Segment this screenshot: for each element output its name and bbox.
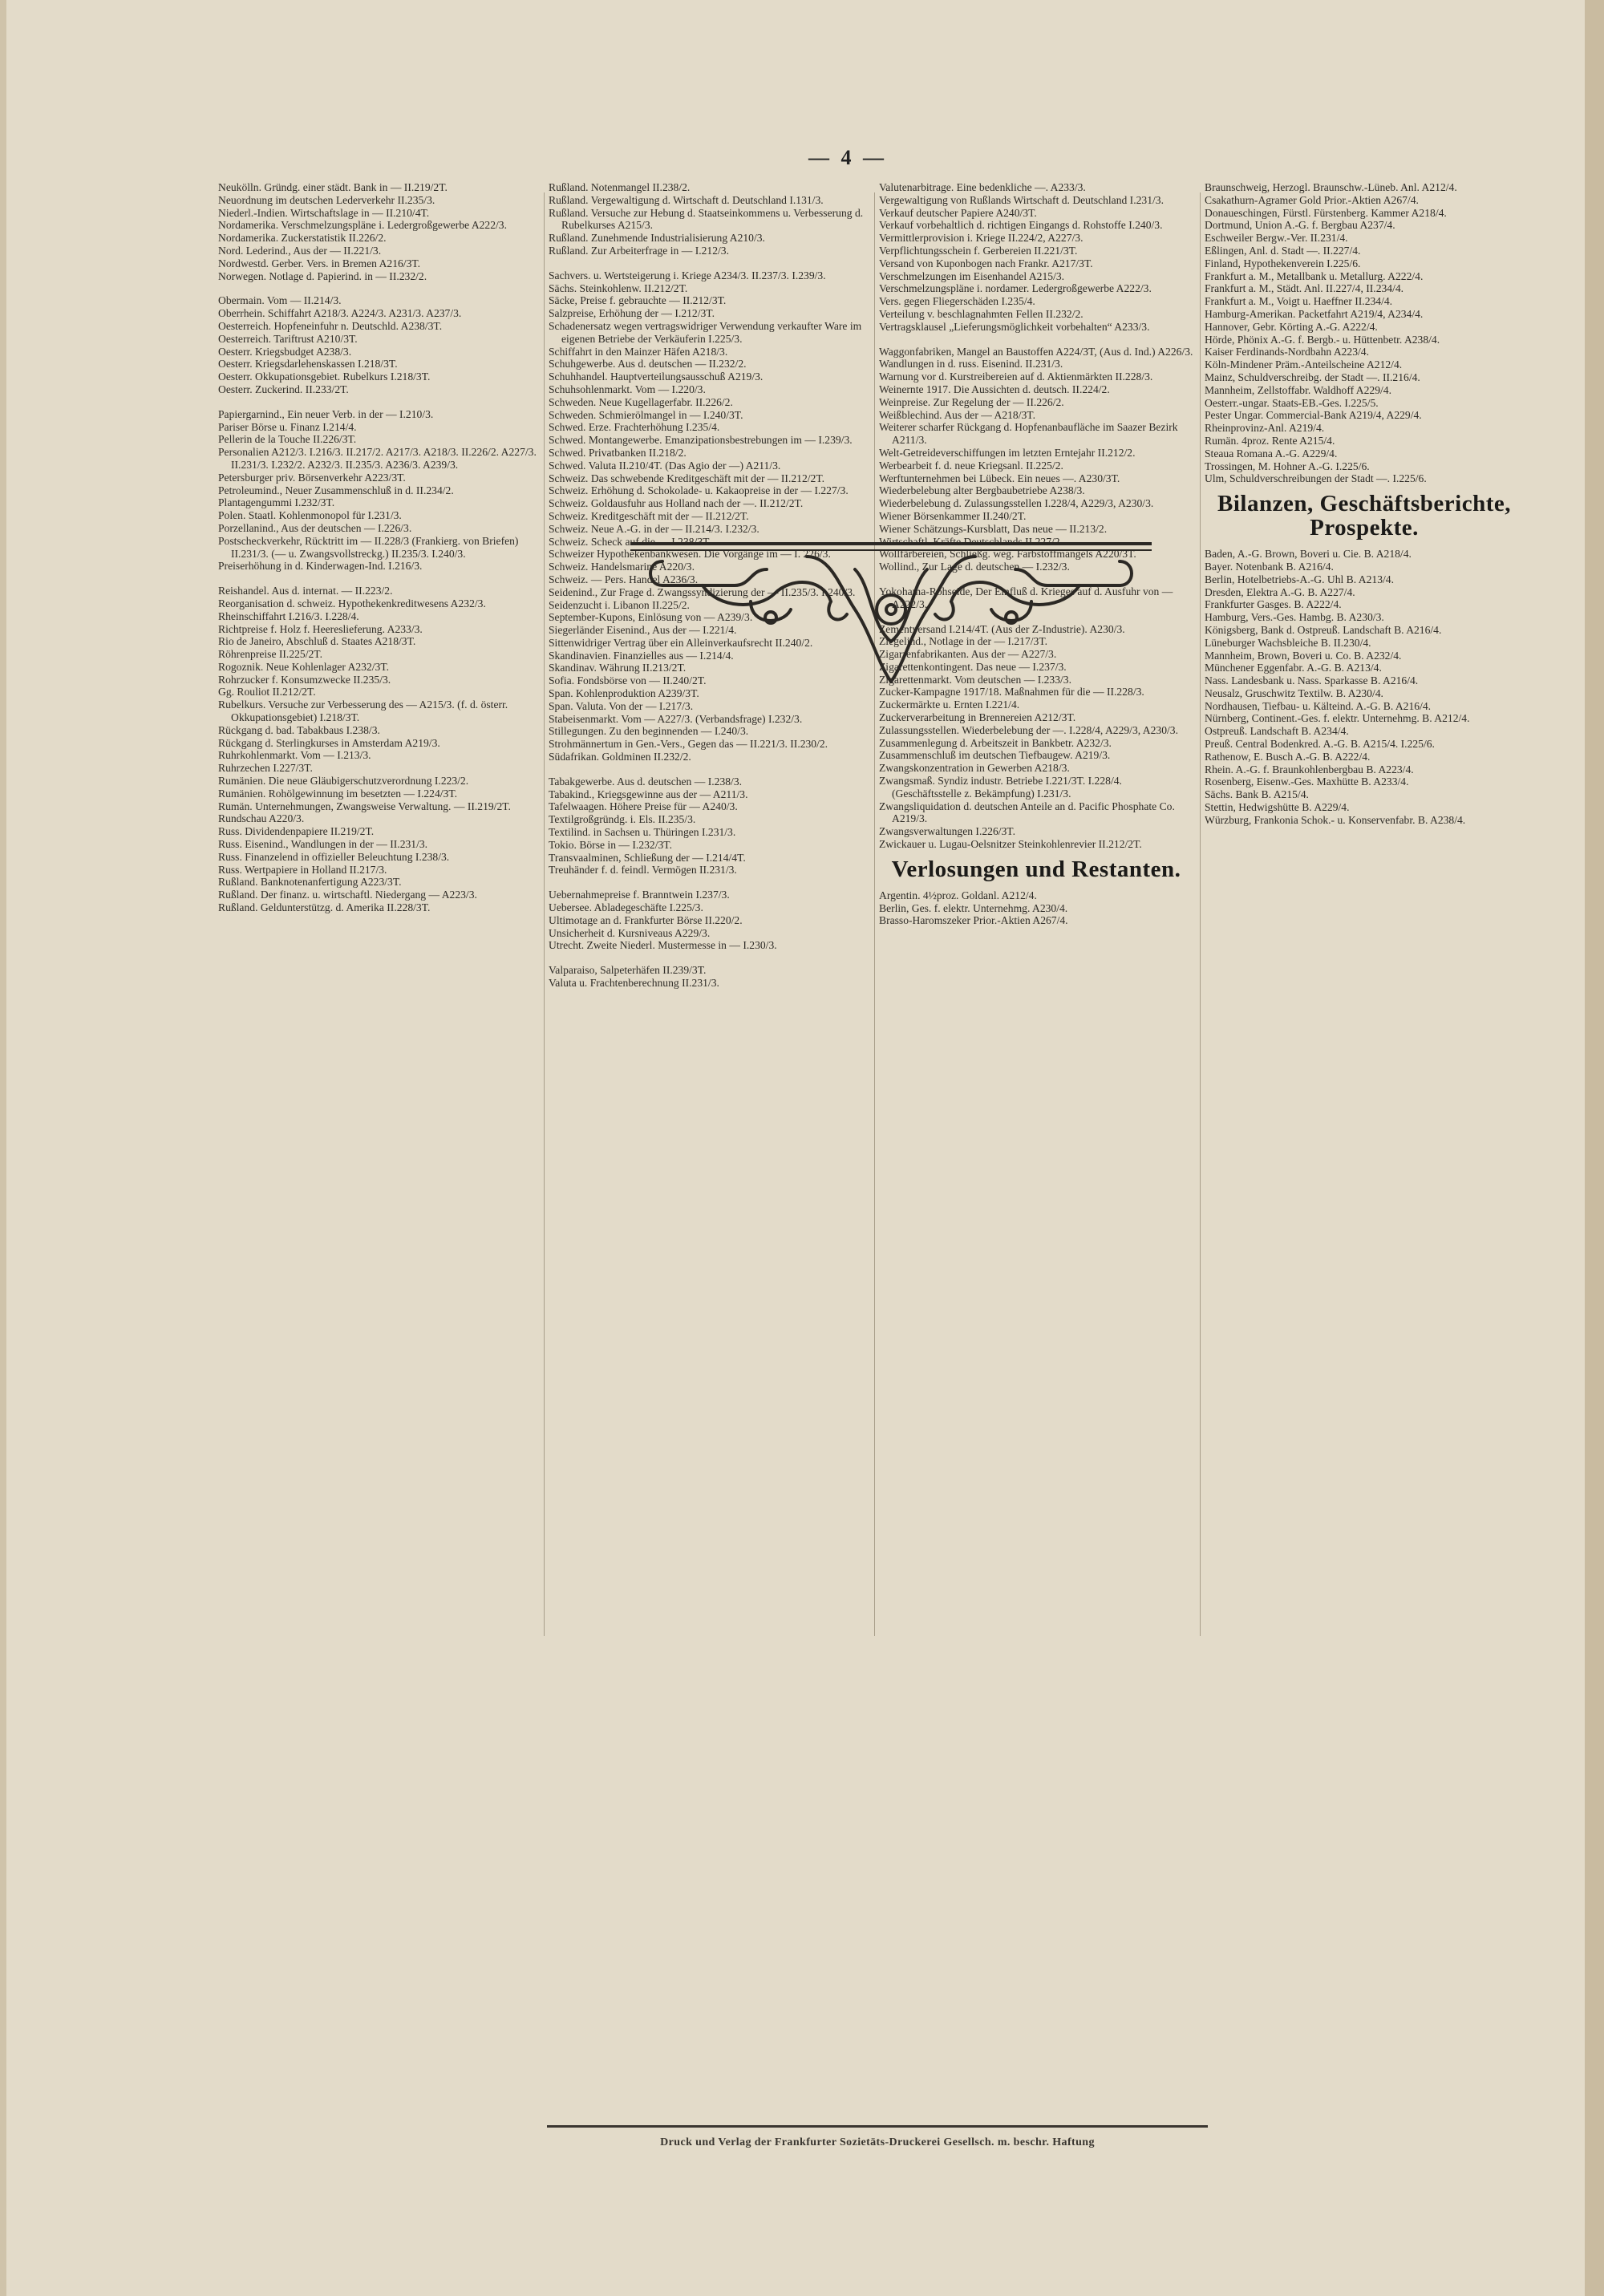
index-entry: Zusammenlegung d. Arbeitszeit in Bankbetr. A232/3.	[879, 736, 1112, 749]
index-entry: Oesterr. Zuckerind. II.233/2T.	[218, 383, 349, 395]
index-entry: Rogoznik. Neue Kohlenlager A232/3T.	[218, 660, 390, 673]
index-entry: Welt-Getreideverschiffungen im letzten Erntejahr II.212/2.	[879, 446, 1136, 459]
index-entry: Berlin, Hotelbetriebs-A.-G. Uhl B. A213/4.	[1205, 573, 1394, 585]
index-entry: Zucker-Kampagne 1917/18. Maßnahmen für die — II.228/3.	[879, 686, 1144, 699]
index-entry: Zigarettenkontingent. Das neue — I.237/3.	[879, 660, 1067, 673]
index-entry: Neukölln. Gründg. einer städt. Bank in — II.219/2T.	[218, 181, 448, 193]
index-entry: Vers. gegen Fliegerschäden I.235/4.	[879, 295, 1035, 308]
index-entry: Nordwestd. Gerber. Vers. in Bremen A216/3T.	[218, 257, 421, 269]
index-entry: Berlin, Ges. f. elektr. Unternehmg. A230/4.	[879, 901, 1068, 914]
index-entry: Papiergarnind., Ein neuer Verb. in der — I.210/3.	[218, 407, 434, 420]
index-entry: Tabakind., Kriegsgewinne aus der — A211/3.	[549, 788, 748, 800]
index-entry: Postscheckverkehr, Rücktritt im — II.228/3 (Frankierg. von Briefen) II.231/3. (— u. Zwangsvollstreckg.) II.235/3. I.240/3.	[218, 534, 519, 560]
index-entry: Stabeisenmarkt. Vom — A227/3. (Verbandsfrage) I.232/3.	[549, 712, 803, 725]
index-entry: Werftunternehmen bei Lübeck. Ein neues —. A230/3T.	[879, 472, 1120, 484]
index-entry: Verkauf vorbehaltlich d. richtigen Eingangs d. Rohstoffe I.240/3.	[879, 219, 1163, 232]
index-entry: Lüneburger Wachsbleiche B. II.230/4.	[1205, 636, 1371, 649]
index-entry: Rußland. Geldunterstützg. d. Amerika II.228/3T.	[218, 901, 431, 914]
index-entry: Tokio. Börse in — I.232/3T.	[549, 838, 672, 851]
index-entry: Rußland. Zur Arbeiterfrage in — I.212/3.	[549, 244, 729, 257]
index-entry: Rheinschiffahrt I.216/3. I.228/4.	[218, 609, 359, 622]
index-entry: Säcke, Preise f. gebrauchte — II.212/3T.	[549, 294, 727, 307]
index-entry: Köln-Mindener Präm.-Anteilscheine A212/4.	[1205, 358, 1403, 371]
index-entry: Kaiser Ferdinands-Nordbahn A223/4.	[1205, 346, 1370, 358]
section-gap	[879, 334, 1193, 346]
index-entry: Oesterreich. Tariftrust A210/3T.	[218, 332, 358, 345]
index-entry: Vermittlerprovision i. Kriege II.224/2, A227/3.	[879, 232, 1084, 245]
index-entry: Weißblechind. Aus der — A218/3T.	[879, 408, 1035, 421]
index-entry: Würzburg, Frankonia Schok.- u. Konservenfabr. B. A238/4.	[1205, 813, 1466, 826]
index-entry: Seidenzucht i. Libanon II.225/2.	[549, 598, 690, 611]
index-entry: Wiener Börsenkammer II.240/2T.	[879, 509, 1027, 522]
index-entry: Rußland. Versuche zur Hebung d. Staatseinkommens u. Verbesserung d. Rubelkurses A215/3.	[549, 206, 864, 232]
index-entry: Wiederbelebung alter Bergbaubetriebe A238/3.	[879, 484, 1085, 497]
index-entry: Seidenind., Zur Frage d. Zwangssyndizierung der — II.235/3. I.240/3.	[549, 585, 856, 598]
index-entry: Verschmelzungen im Eisenhandel A215/3.	[879, 269, 1065, 282]
index-entry: Steaua Romana A.-G. A229/4.	[1205, 447, 1338, 460]
index-entry: Schadenersatz wegen vertragswidriger Verwendung verkaufter Ware im eigenen Betriebe der Verkäuferin I.225/3.	[549, 319, 862, 345]
index-entry: Rathenow, E. Busch A.-G. B. A222/4.	[1205, 750, 1371, 763]
index-entry: Verschmelzungspläne i. nordamer. Ledergroßgewerbe A222/3.	[879, 282, 1152, 295]
index-entry: Tafelwaagen. Höhere Preise für — A240/3.	[549, 800, 738, 813]
index-entry: Rheinprovinz-Anl. A219/4.	[1205, 422, 1325, 435]
index-entry: Sächs. Bank B. A215/4.	[1205, 788, 1309, 801]
index-entry: Ziegelind., Notlage in der — I.217/3T.	[879, 635, 1048, 648]
index-entry: Zuckermärkte u. Ernten I.221/4.	[879, 699, 1020, 711]
index-entry: Rosenberg, Eisenw.-Ges. Maxhütte B. A233/4.	[1205, 775, 1409, 788]
index-entry: Brasso-Haromszeker Prior.-Aktien A267/4.	[879, 914, 1068, 927]
index-entry: Pariser Börse u. Finanz I.214/4.	[218, 420, 357, 433]
index-entry: Schwed. Privatbanken II.218/2.	[549, 446, 687, 459]
section-gap	[549, 257, 868, 269]
index-entry: Span. Valuta. Von der — I.217/3.	[549, 699, 694, 712]
index-entry: Rumänien. Die neue Gläubigerschutzverordnung I.223/2.	[218, 775, 469, 788]
index-entry: Finland, Hypothekenverein I.225/6.	[1205, 257, 1361, 269]
index-entry: Schweiz. — Pers. Handel A236/3.	[549, 573, 699, 585]
index-entry: Valparaiso, Salpeterhäfen II.239/3T.	[549, 964, 707, 977]
section-gap	[218, 282, 539, 294]
index-entry: Mainz, Schuldverschreibg. der Stadt —. II.216/4.	[1205, 371, 1420, 383]
index-entry: Wirtschaftl. Kräfte Deutschlands II.227/2.	[879, 535, 1063, 548]
index-entry: Span. Kohlenproduktion A239/3T.	[549, 687, 699, 700]
index-entry: Hamburg-Amerikan. Packetfahrt A219/4, A234/4.	[1205, 307, 1424, 320]
index-entry: Reishandel. Aus d. internat. — II.223/2.	[218, 585, 393, 597]
index-entry: Siegerländer Eisenind., Aus der — I.221/4.	[549, 624, 737, 637]
index-entry: Oesterr. Kriegsdarlehenskassen I.218/3T.	[218, 358, 398, 371]
index-entry: Ultimotage an d. Frankfurter Börse II.220/2.	[549, 913, 743, 926]
index-entry: Ruhrzechen I.227/3T.	[218, 762, 313, 775]
index-entry: Wiener Schätzungs-Kursblatt, Das neue — II.213/2.	[879, 522, 1108, 535]
index-entry: Schweiz. Goldausfuhr aus Holland nach der —. II.212/2T.	[549, 497, 804, 510]
index-entry: Mannheim, Brown, Boveri u. Co. B. A232/4.	[1205, 649, 1402, 662]
section-gap	[549, 877, 868, 889]
column-divider	[874, 192, 875, 1636]
index-entry: Tabakgewerbe. Aus d. deutschen — I.238/3.	[549, 775, 743, 788]
index-entry: Vergewaltigung von Rußlands Wirtschaft d. Deutschland I.231/3.	[879, 193, 1164, 206]
index-entry: Neuordnung im deutschen Lederverkehr II.235/3.	[218, 193, 435, 206]
index-entry: Hörde, Phönix A.-G. f. Bergb.- u. Hüttenbetr. A238/4.	[1205, 333, 1440, 346]
index-entry: Reorganisation d. schweiz. Hypothekenkreditwesens A232/3.	[218, 597, 486, 609]
index-entry: Weinernte 1917. Die Aussichten d. deutsch. II.224/2.	[879, 383, 1110, 395]
index-entry: Norwegen. Notlage d. Papierind. in — II.232/2.	[218, 269, 427, 282]
index-entry: Schweiz. Erhöhung d. Schokolade- u. Kakaopreise in der — I.227/3.	[549, 484, 849, 497]
index-entry: Ulm, Schuldverschreibungen der Stadt —. I.225/6.	[1205, 472, 1427, 485]
index-entry: Oesterr. Kriegsbudget A238/3.	[218, 345, 352, 358]
index-entry: Ruhrkohlenmarkt. Vom — I.213/3.	[218, 749, 371, 762]
index-entry: Hamburg, Vers.-Ges. Hambg. B. A230/3.	[1205, 611, 1384, 624]
index-entry: Dortmund, Union A.-G. f. Bergbau A237/4.	[1205, 219, 1395, 232]
index-entry: Pellerin de la Touche II.226/3T.	[218, 433, 357, 446]
index-entry: Frankfurt a. M., Voigt u. Haeffner II.234/4.	[1205, 295, 1393, 308]
index-entry: Schweden. Schmierölmangel in — I.240/3T.	[549, 408, 743, 421]
index-entry: Russ. Dividendenpapiere II.219/2T.	[218, 825, 375, 838]
index-entry: Zwangsverwaltungen I.226/3T.	[879, 825, 1016, 838]
index-entry: Salzpreise, Erhöhung der — I.212/3T.	[549, 307, 715, 320]
index-entry: Wandlungen in d. russ. Eisenind. II.231/3.	[879, 358, 1063, 371]
index-entry: Obermain. Vom — II.214/3.	[218, 294, 342, 307]
column-divider	[544, 192, 545, 1636]
index-entry: Stettin, Hedwigshütte B. A229/4.	[1205, 801, 1350, 814]
index-entry: Waggonfabriken, Mangel an Baustoffen A224/3T, (Aus d. Ind.) A226/3.	[879, 345, 1193, 358]
index-entry: Porzellanind., Aus der deutschen — I.226/3.	[218, 521, 412, 534]
index-entry: Schweiz. Kreditgeschäft mit der — II.212/2T.	[549, 509, 749, 522]
column-divider	[1200, 192, 1201, 1636]
index-entry: Gg. Rouliot II.212/2T.	[218, 686, 316, 699]
index-entry: Schweizer Hypothekenbankwesen. Die Vorgänge im — I. 226/3.	[549, 548, 831, 561]
index-entry: Baden, A.-G. Brown, Boveri u. Cie. B. A218/4.	[1205, 548, 1412, 561]
index-entry: Argentin. 4½proz. Goldanl. A212/4.	[879, 889, 1037, 901]
index-entry: Rückgang d. Sterlingkurses in Amsterdam A219/3.	[218, 736, 440, 749]
index-entry: Uebersee. Abladegeschäfte I.225/3.	[549, 901, 703, 914]
index-entry: Rumänien. Rohölgewinnung im besetzten — I.224/3T.	[218, 787, 458, 800]
index-entry: Werbearbeit f. d. neue Kriegsanl. II.225/2.	[879, 459, 1063, 472]
index-entry: Königsberg, Bank d. Ostpreuß. Landschaft B. A216/4.	[1205, 623, 1442, 636]
section-gap	[218, 396, 539, 408]
index-entry: Schuhsohlenmarkt. Vom — I.220/3.	[549, 383, 706, 395]
index-entry: Eschweiler Bergw.-Ver. II.231/4.	[1205, 232, 1348, 245]
index-entry: Petersburger priv. Börsenverkehr A223/3T.	[218, 471, 406, 484]
index-entry: Verteilung v. beschlagnahmten Fellen II.232/2.	[879, 307, 1084, 320]
index-column-4	[1205, 181, 1524, 827]
index-entry: Richtpreise f. Holz f. Heereslieferung. A233/3.	[218, 622, 423, 635]
index-entry: Rußland. Zunehmende Industrialisierung A210/3.	[549, 232, 765, 245]
index-entry: Oesterreich. Hopfeneinfuhr n. Deutschld. A238/3T.	[218, 319, 443, 332]
index-entry: Nordamerika. Zuckerstatistik II.226/2.	[218, 232, 387, 245]
index-entry: Polen. Staatl. Kohlenmonopol für I.231/3.	[218, 509, 402, 522]
index-entry: Skandinav. Währung II.213/2T.	[549, 662, 687, 674]
index-entry: Rumän. Unternehmungen, Zwangsweise Verwaltung. — II.219/2T.	[218, 800, 511, 812]
index-entry: Zulassungsstellen. Wiederbelebung der —. I.228/4, A229/3, A230/3.	[879, 723, 1178, 736]
index-entry: Wiederbelebung d. Zulassungsstellen I.228/4, A229/3, A230/3.	[879, 497, 1154, 510]
index-entry: Schwed. Montangewerbe. Emanzipationsbestrebungen im — I.239/3.	[549, 434, 853, 447]
index-entry: Verkauf deutscher Papiere A240/3T.	[879, 206, 1037, 219]
index-entry: Rhein. A.-G. f. Braunkohlenbergbau B. A223/4.	[1205, 763, 1414, 775]
index-entry: Donaueschingen, Fürstl. Fürstenberg. Kammer A218/4.	[1205, 206, 1447, 219]
index-entry: Röhrenpreise II.225/2T.	[218, 648, 322, 661]
index-entry: Mannheim, Zellstoffabr. Waldhoff A229/4.	[1205, 383, 1391, 396]
index-entry: Wollfärbereien, Schließg. weg. Farbstoffmangels A220/3T.	[879, 548, 1136, 561]
index-entry: Oesterr. Okkupationsgebiet. Rubelkurs I.218/3T.	[218, 371, 431, 383]
index-entry: Frankfurter Gasges. B. A222/4.	[1205, 598, 1342, 611]
index-entry: Verpflichtungsschein f. Gerbereien II.221/3T.	[879, 244, 1078, 257]
bilanzen-heading: Bilanzen, Geschäftsberichte, Prospekte.	[1217, 491, 1511, 541]
index-entry: Unsicherheit d. Kursniveaus A229/3.	[549, 926, 711, 939]
index-entry: Frankfurt a. M., Städt. Anl. II.227/4, II.234/4.	[1205, 282, 1404, 295]
index-entry: Vertragsklausel „Lieferungsmöglichkeit vorbehalten“ A233/3.	[879, 320, 1150, 333]
index-entry: Valuta u. Frachtenberechnung II.231/3.	[549, 977, 719, 990]
verlosungen-heading: Verlosungen und Restanten.	[891, 856, 1181, 882]
index-entry: Oesterr.-ungar. Staats-EB.-Ges. I.225/5.	[1205, 396, 1379, 409]
index-entry: Neusalz, Gruschwitz Textilw. B. A230/4.	[1205, 686, 1383, 699]
index-entry: Personalien A212/3. I.216/3. II.217/2. A217/3. A218/3. II.226/2. A227/3. II.231/3. I.232/2. A232/3. II.235/3. A236/3. A239/3.	[218, 446, 537, 471]
index-entry: Preuß. Central Bodenkred. A.-G. B. A215/4. I.225/6.	[1205, 738, 1435, 751]
index-entry: Niederl.-Indien. Wirtschaftslage in — II.210/4T.	[218, 206, 430, 219]
index-entry: Schwed. Erze. Frachterhöhung I.235/4.	[549, 421, 720, 434]
index-entry: Versand von Kuponbogen nach Frankr. A217/3T.	[879, 257, 1093, 269]
index-entry: Schuhgewerbe. Aus d. deutschen — II.232/2.	[549, 358, 747, 371]
index-entry: Braunschweig, Herzogl. Braunschw.-Lüneb. Anl. A212/4.	[1205, 181, 1457, 193]
index-entry: Valutenarbitrage. Eine bedenkliche —. A233/3.	[879, 181, 1086, 193]
index-entry: Schweiz. Handelsmarine A220/3.	[549, 561, 695, 573]
index-entry: Skandinavien. Finanzielles aus — I.214/4.	[549, 649, 734, 662]
index-entry: Utrecht. Zweite Niederl. Mustermesse in — I.230/3.	[549, 939, 777, 952]
index-column-1	[218, 181, 539, 914]
index-entry: Eßlingen, Anl. d. Stadt —. II.227/4.	[1205, 244, 1361, 257]
index-entry: Bayer. Notenbank B. A216/4.	[1205, 560, 1334, 573]
index-entry: Rohrzucker f. Konsumzwecke II.235/3.	[218, 673, 391, 686]
index-entry: Zigarrenfabrikanten. Aus der — A227/3.	[879, 648, 1057, 661]
index-entry: Oberrhein. Schiffahrt A218/3. A224/3. A231/3. A237/3.	[218, 307, 462, 320]
index-entry: Csakathurn-Agramer Gold Prior.-Aktien A267/4.	[1205, 193, 1419, 206]
index-entry: Plantagengummi I.232/3T.	[218, 496, 335, 509]
footer-rule	[547, 2125, 1208, 2128]
index-entry: Pester Ungar. Commercial-Bank A219/4, A229/4.	[1205, 409, 1422, 422]
index-entry: Textilgroßgründg. i. Els. II.235/3.	[549, 813, 696, 826]
index-entry: Rußland. Vergewaltigung d. Wirtschaft d. Deutschland I.131/3.	[549, 193, 824, 206]
index-entry: Rumän. 4proz. Rente A215/4.	[1205, 434, 1335, 447]
index-entry: Sächs. Steinkohlenw. II.212/2T.	[549, 281, 688, 294]
index-entry: Zementversand I.214/4T. (Aus der Z-Industrie). A230/3.	[879, 622, 1125, 635]
decorative-ornament	[630, 537, 1152, 698]
index-entry: Rio de Janeiro, Abschluß d. Staates A218/3T.	[218, 635, 416, 648]
index-entry: Zwangskonzentration in Gewerben A218/3.	[879, 762, 1070, 775]
index-entry: Yokohama-Rohseide, Der Einfluß d. Krieges auf d. Ausfuhr von — A222/3.	[879, 585, 1173, 610]
index-entry: Rundschau A220/3.	[218, 812, 305, 825]
index-entry: Münchener Eggenfabr. A.-G. B. A213/4.	[1205, 662, 1382, 674]
index-entry: Zwangsliquidation d. deutschen Anteile an d. Pacific Phosphate Co. A219/3.	[879, 800, 1175, 825]
index-entry: Weinpreise. Zur Regelung der — II.226/2.	[879, 395, 1064, 408]
index-entry: Schiffahrt in den Mainzer Häfen A218/3.	[549, 345, 728, 358]
index-entry: Transvaalminen, Schließung der — I.214/4T.	[549, 851, 746, 864]
index-entry: Petroleumind., Neuer Zusammenschluß in d. II.234/2.	[218, 484, 454, 496]
section-gap	[218, 573, 539, 585]
index-entry: Preiserhöhung in d. Kinderwagen-Ind. I.216/3.	[218, 560, 423, 573]
index-entry: Frankfurt a. M., Metallbank u. Metallurg. A222/4.	[1205, 269, 1424, 282]
index-entry: Rußland. Der finanz. u. wirtschaftl. Niedergang — A223/3.	[218, 889, 477, 901]
index-entry: Treuhänder f. d. feindl. Vermögen II.231/3.	[549, 864, 737, 877]
index-entry: Nordhausen, Tiefbau- u. Kälteind. A.-G. B. A216/4.	[1205, 699, 1432, 712]
index-entry: Rückgang d. bad. Tabakbaus I.238/3.	[218, 723, 380, 736]
index-entry: Schwed. Valuta II.210/4T. (Das Agio der —) A211/3.	[549, 459, 781, 472]
index-entry: Trossingen, M. Hohner A.-G. I.225/6.	[1205, 460, 1370, 472]
index-entry: Schuhhandel. Hauptverteilungsausschuß A219/3.	[549, 371, 764, 383]
index-entry: Uebernahmepreise f. Branntwein I.237/3.	[549, 889, 730, 901]
index-entry: Schweden. Neue Kugellagerfabr. II.226/2.	[549, 395, 733, 408]
index-entry: Schweiz. Scheck auf die — I.238/3T.	[549, 535, 711, 548]
newspaper-page	[6, 0, 1587, 2296]
index-entry: Nord. Lederind., Aus der — II.221/3.	[218, 244, 382, 257]
printer-imprint: Druck und Verlag der Frankfurter Sozietäts-Druckerei Gesellsch. m. beschr. Haftung	[660, 2136, 1095, 2148]
index-entry: Ostpreuß. Landschaft B. A234/4.	[1205, 725, 1349, 738]
index-entry: Wollind., Zur Lage d. deutschen — I.232/3.	[879, 561, 1070, 573]
index-entry: Nass. Landesbank u. Nass. Sparkasse B. A216/4.	[1205, 674, 1419, 687]
index-entry: Russ. Finanzelend in offizieller Beleuchtung I.238/3.	[218, 850, 450, 863]
section-gap	[549, 763, 868, 775]
index-entry: Zwickauer u. Lugau-Oelsnitzer Steinkohlenrevier II.212/2T.	[879, 838, 1142, 851]
index-entry: Dresden, Elektra A.-G. B. A227/4.	[1205, 585, 1355, 598]
index-entry: Rußland. Banknotenanfertigung A223/3T.	[218, 876, 402, 889]
page-number: — 4 —	[808, 146, 887, 169]
index-entry: Zuckerverarbeitung in Brennereien A212/3T.	[879, 711, 1076, 724]
index-entry: Schweiz. Neue A.-G. in der — II.214/3. I.232/3.	[549, 522, 759, 535]
index-entry: Rubelkurs. Versuche zur Verbesserung des — A215/3. (f. d. österr. Okkupationsgebiet) I.218/3T.	[218, 699, 508, 724]
index-entry: Strohmännertum in Gen.-Vers., Gegen das — II.221/3. II.230/2.	[549, 738, 828, 751]
index-entry: Zigarettenmarkt. Vom deutschen — I.233/3.	[879, 673, 1071, 686]
index-entry: September-Kupons, Einlösung von — A239/3.	[549, 611, 753, 624]
index-entry: Sofia. Fondsbörse von — II.240/2T.	[549, 674, 707, 687]
index-entry: Russ. Eisenind., Wandlungen in der — II.231/3.	[218, 838, 428, 851]
index-entry: Rußland. Notenmangel II.238/2.	[549, 181, 691, 193]
index-entry: Hannover, Gebr. Körting A.-G. A222/4.	[1205, 320, 1378, 333]
index-entry: Russ. Wertpapiere in Holland II.217/3.	[218, 863, 387, 876]
index-entry: Südafrikan. Goldminen II.232/2.	[549, 751, 691, 763]
index-entry: Stillegungen. Zu den beginnenden — I.240/3.	[549, 725, 749, 738]
index-entry: Sittenwidriger Vertrag über ein Alleinverkaufsrecht II.240/2.	[549, 636, 813, 649]
index-entry: Schweiz. Das schwebende Kreditgeschäft mit der — II.212/2T.	[549, 472, 825, 484]
index-entry: Sachvers. u. Wertsteigerung i. Kriege A234/3. II.237/3. I.239/3.	[549, 269, 826, 281]
section-gap	[549, 952, 868, 964]
index-entry: Warnung vor d. Kurstreibereien auf d. Aktienmärkten II.228/3.	[879, 371, 1153, 383]
index-entry: Weiterer scharfer Rückgang d. Hopfenanbaufläche im Saazer Bezirk A211/3.	[879, 421, 1178, 447]
index-entry: Nürnberg, Continent.-Ges. f. elektr. Unternehmg. B. A212/4.	[1205, 712, 1470, 725]
index-entry: Nordamerika. Verschmelzungspläne i. Ledergroßgewerbe A222/3.	[218, 219, 507, 232]
index-entry: Zwangsmaß. Syndiz industr. Betriebe I.221/3T. I.228/4. (Geschäftsstelle z. Bekämpfung) I.231/3.	[879, 775, 1122, 800]
index-entry: Textilind. in Sachsen u. Thüringen I.231/3.	[549, 826, 736, 839]
index-entry: Zusammenschluß im deutschen Tiefbaugew. A219/3.	[879, 749, 1111, 762]
